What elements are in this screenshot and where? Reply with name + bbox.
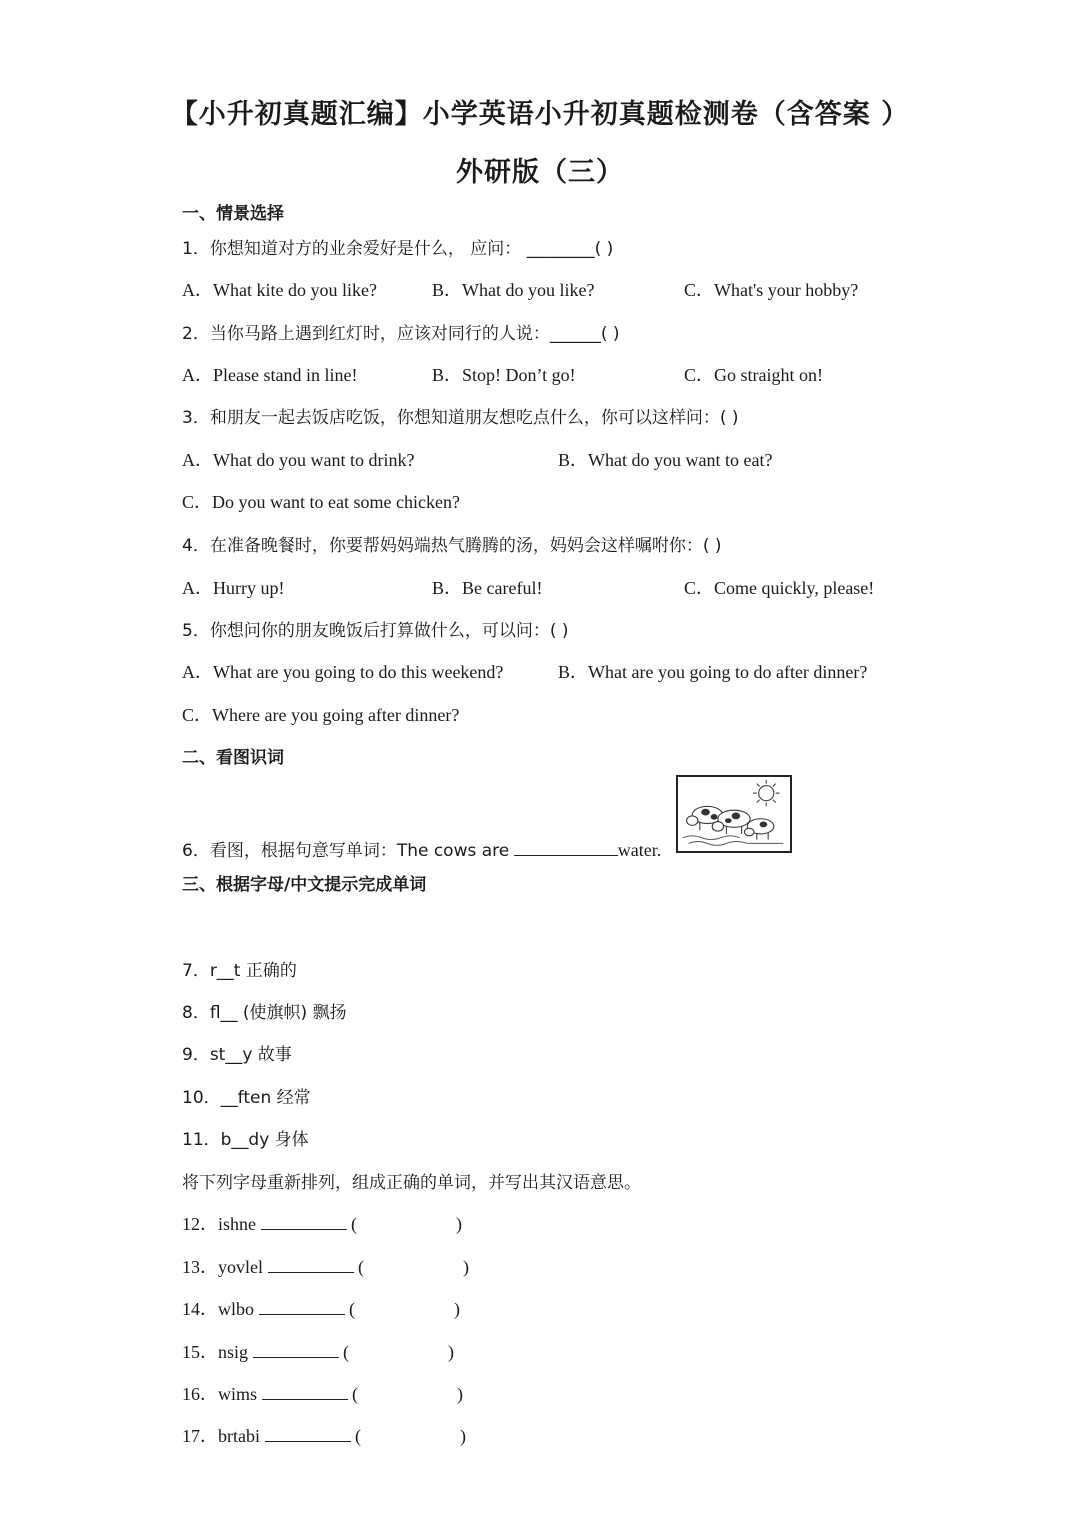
cows-drinking-picture — [676, 775, 792, 853]
anagram-label: 17．brtabi — [182, 1426, 260, 1446]
question-1-stem: 1．你想知道对方的业余爱好是什么， 应问： ________( ) — [182, 239, 614, 259]
question-6-blank[interactable] — [514, 837, 618, 856]
anagram-item — [182, 1253, 469, 1279]
page-title: 【小升初真题汇编】小学英语小升初真题检测卷（含答案 ） — [170, 99, 910, 130]
section-heading-1: 一、情景选择 — [182, 204, 284, 224]
question-11: 11．b__dy 身体 — [182, 1130, 309, 1150]
question-5-option-b: B．What are you going to do after dinner? — [558, 662, 868, 682]
question-5-option-a: A．What are you going to do this weekend? — [182, 662, 504, 682]
meaning-paren: ( ) — [343, 1342, 455, 1362]
meaning-paren: ( ) — [358, 1257, 469, 1277]
question-5-stem: 5．你想问你的朋友晚饭后打算做什么，可以问：( ) — [182, 621, 569, 641]
anagram-instruction: 将下列字母重新排列，组成正确的单词，并写出其汉语意思。 — [182, 1173, 641, 1193]
question-6-suffix: water. — [617, 840, 662, 860]
question-3-option-c: C．Do you want to eat some chicken? — [182, 492, 460, 512]
question-1-option-b: B．What do you like? — [432, 280, 595, 300]
question-10: 10．__ften 经常 — [182, 1088, 311, 1108]
answer-blank[interactable] — [253, 1339, 339, 1358]
anagram-label: 15．nsig — [182, 1342, 249, 1362]
question-8: 8．fl__ (使旗帜) 飘扬 — [182, 1003, 347, 1023]
question-3-option-a: A．What do you want to drink? — [182, 450, 415, 470]
question-6-prefix: 6．看图，根据句意写单词：The cows are — [182, 841, 510, 861]
section-heading-3: 三、根据字母/中文提示完成单词 — [182, 875, 427, 895]
anagram-item — [182, 1422, 466, 1448]
anagram-label: 14．wlbo — [182, 1299, 254, 1319]
meaning-paren: ( ) — [352, 1384, 464, 1404]
answer-blank[interactable] — [262, 1381, 348, 1400]
question-7: 7．r__t 正确的 — [182, 961, 297, 981]
question-1-option-a: A．What kite do you like? — [182, 280, 377, 300]
page-subtitle: 外研版（三） — [456, 157, 624, 188]
question-4-stem: 4．在准备晚餐时，你要帮妈妈端热气腾腾的汤，妈妈会这样嘱咐你：( ) — [182, 536, 722, 556]
question-3-stem: 3．和朋友一起去饭店吃饭，你想知道朋友想吃点什么，你可以这样问：( ) — [182, 408, 739, 428]
section-heading-2: 二、看图识词 — [182, 748, 284, 768]
question-3-option-b: B．What do you want to eat? — [558, 450, 773, 470]
question-1-option-c: C．What's your hobby? — [684, 280, 859, 300]
anagram-item — [182, 1380, 463, 1406]
question-4-option-b: B．Be careful! — [432, 578, 543, 598]
cows-drinking-illustration — [678, 777, 790, 851]
sun-icon — [753, 780, 780, 807]
question-6 — [182, 836, 661, 861]
question-4-option-c: C．Come quickly, please! — [684, 578, 875, 598]
question-2-option-a: A．Please stand in line! — [182, 365, 358, 385]
question-2-option-b: B．Stop! Don’t go! — [432, 365, 576, 385]
answer-blank[interactable] — [261, 1211, 347, 1230]
meaning-paren: ( ) — [355, 1426, 466, 1446]
meaning-paren: ( ) — [349, 1299, 460, 1319]
anagram-item — [182, 1210, 462, 1236]
question-5-option-c: C．Where are you going after dinner? — [182, 705, 460, 725]
answer-blank[interactable] — [265, 1423, 351, 1442]
anagram-label: 16．wims — [182, 1384, 258, 1404]
answer-blank[interactable] — [259, 1296, 345, 1315]
anagram-item — [182, 1338, 454, 1364]
meaning-paren: ( ) — [351, 1214, 462, 1234]
question-4-option-a: A．Hurry up! — [182, 578, 285, 598]
anagram-item — [182, 1295, 460, 1321]
question-9: 9．st__y 故事 — [182, 1045, 292, 1065]
question-2-option-c: C．Go straight on! — [684, 365, 823, 385]
answer-blank[interactable] — [268, 1254, 354, 1273]
anagram-label: 13．yovlel — [182, 1257, 263, 1277]
anagram-label: 12．ishne — [182, 1214, 256, 1234]
question-2-stem: 2．当你马路上遇到红灯时，应该对同行的人说：______( ) — [182, 324, 620, 344]
